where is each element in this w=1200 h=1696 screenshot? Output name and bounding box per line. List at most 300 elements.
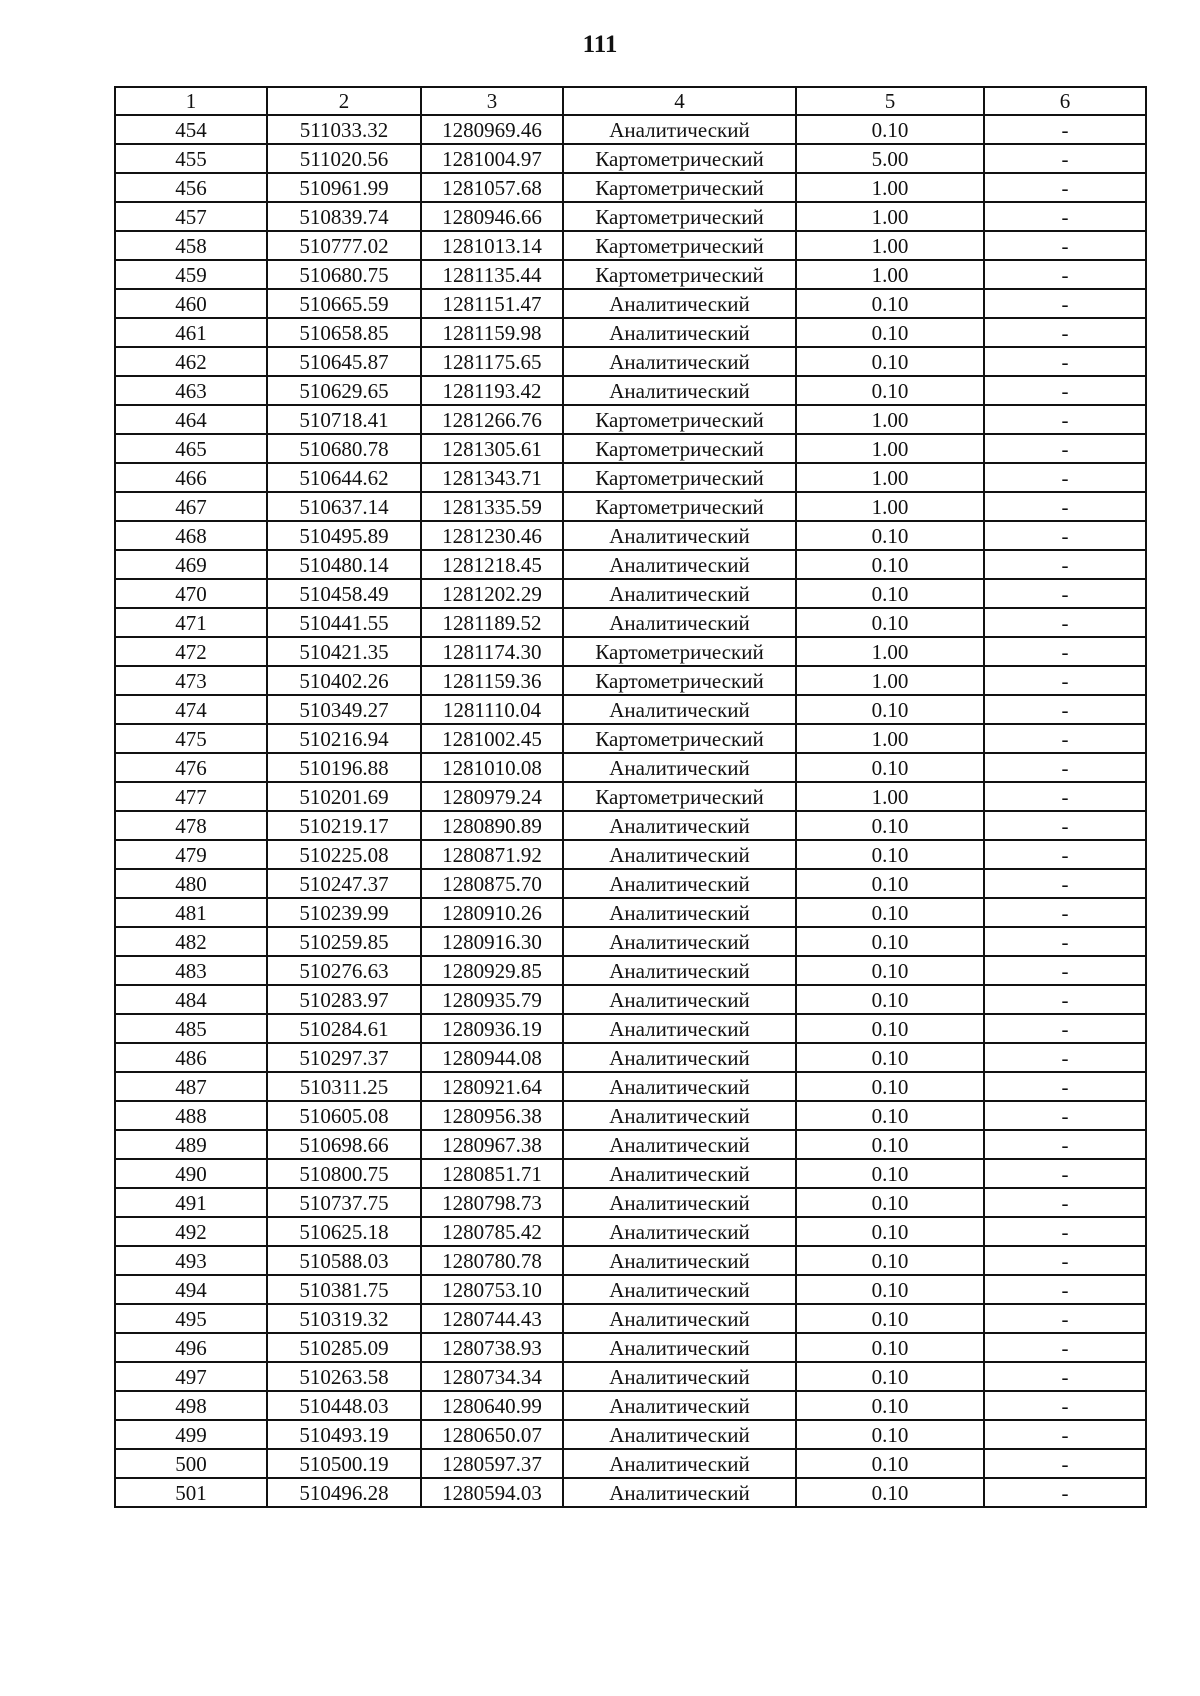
column-header-4: 4 — [563, 87, 796, 115]
table-row — [115, 1159, 1146, 1188]
x-coordinate-cell: 510239.99 — [267, 898, 421, 927]
method-cell: Аналитический — [563, 1478, 796, 1507]
y-coordinate-cell: 1280944.08 — [421, 1043, 563, 1072]
point-number-cell: 479 — [115, 840, 267, 869]
x-coordinate-cell: 510629.65 — [267, 376, 421, 405]
x-coordinate-cell: 510645.87 — [267, 347, 421, 376]
note-cell: - — [984, 1130, 1146, 1159]
note-cell: - — [984, 1449, 1146, 1478]
x-coordinate-cell: 510737.75 — [267, 1188, 421, 1217]
point-number-cell: 501 — [115, 1478, 267, 1507]
y-coordinate-cell: 1281230.46 — [421, 521, 563, 550]
note-cell: - — [984, 1333, 1146, 1362]
y-coordinate-cell: 1280594.03 — [421, 1478, 563, 1507]
note-cell: - — [984, 579, 1146, 608]
accuracy-cell: 0.10 — [796, 1275, 984, 1304]
point-number-cell: 477 — [115, 782, 267, 811]
y-coordinate-cell: 1281151.47 — [421, 289, 563, 318]
note-cell: - — [984, 666, 1146, 695]
column-header-1: 1 — [115, 87, 267, 115]
x-coordinate-cell: 510777.02 — [267, 231, 421, 260]
point-number-cell: 459 — [115, 260, 267, 289]
column-header-5: 5 — [796, 87, 984, 115]
accuracy-cell: 0.10 — [796, 1304, 984, 1333]
point-number-cell: 456 — [115, 173, 267, 202]
table-row — [115, 434, 1146, 463]
accuracy-cell: 1.00 — [796, 724, 984, 753]
point-number-cell: 482 — [115, 927, 267, 956]
accuracy-cell: 0.10 — [796, 840, 984, 869]
point-number-cell: 458 — [115, 231, 267, 260]
note-cell: - — [984, 521, 1146, 550]
accuracy-cell: 1.00 — [796, 434, 984, 463]
method-cell: Аналитический — [563, 1101, 796, 1130]
point-number-cell: 483 — [115, 956, 267, 985]
y-coordinate-cell: 1281174.30 — [421, 637, 563, 666]
x-coordinate-cell: 510297.37 — [267, 1043, 421, 1072]
y-coordinate-cell: 1281193.42 — [421, 376, 563, 405]
note-cell: - — [984, 260, 1146, 289]
x-coordinate-cell: 510644.62 — [267, 463, 421, 492]
point-number-cell: 499 — [115, 1420, 267, 1449]
accuracy-cell: 0.10 — [796, 550, 984, 579]
table-row — [115, 1478, 1146, 1507]
accuracy-cell: 1.00 — [796, 260, 984, 289]
y-coordinate-cell: 1281110.04 — [421, 695, 563, 724]
table-row — [115, 724, 1146, 753]
y-coordinate-cell: 1281305.61 — [421, 434, 563, 463]
point-number-cell: 495 — [115, 1304, 267, 1333]
x-coordinate-cell: 510680.75 — [267, 260, 421, 289]
y-coordinate-cell: 1281004.97 — [421, 144, 563, 173]
accuracy-cell: 0.10 — [796, 347, 984, 376]
accuracy-cell: 5.00 — [796, 144, 984, 173]
table-row — [115, 898, 1146, 927]
method-cell: Аналитический — [563, 550, 796, 579]
point-number-cell: 494 — [115, 1275, 267, 1304]
point-number-cell: 474 — [115, 695, 267, 724]
point-number-cell: 464 — [115, 405, 267, 434]
table-row — [115, 579, 1146, 608]
point-number-cell: 469 — [115, 550, 267, 579]
accuracy-cell: 0.10 — [796, 811, 984, 840]
x-coordinate-cell: 510319.32 — [267, 1304, 421, 1333]
table-row — [115, 1420, 1146, 1449]
method-cell: Аналитический — [563, 318, 796, 347]
point-number-cell: 491 — [115, 1188, 267, 1217]
accuracy-cell: 0.10 — [796, 608, 984, 637]
accuracy-cell: 0.10 — [796, 579, 984, 608]
table-row — [115, 608, 1146, 637]
point-number-cell: 476 — [115, 753, 267, 782]
accuracy-cell: 1.00 — [796, 666, 984, 695]
point-number-cell: 475 — [115, 724, 267, 753]
accuracy-cell: 0.10 — [796, 289, 984, 318]
accuracy-cell: 1.00 — [796, 405, 984, 434]
accuracy-cell: 0.10 — [796, 927, 984, 956]
x-coordinate-cell: 510283.97 — [267, 985, 421, 1014]
method-cell: Аналитический — [563, 521, 796, 550]
table-row — [115, 1275, 1146, 1304]
point-number-cell: 488 — [115, 1101, 267, 1130]
table-row — [115, 1014, 1146, 1043]
table-row — [115, 521, 1146, 550]
point-number-cell: 466 — [115, 463, 267, 492]
point-number-cell: 487 — [115, 1072, 267, 1101]
method-cell: Аналитический — [563, 1362, 796, 1391]
y-coordinate-cell: 1280785.42 — [421, 1217, 563, 1246]
table-row — [115, 956, 1146, 985]
y-coordinate-cell: 1281013.14 — [421, 231, 563, 260]
y-coordinate-cell: 1280650.07 — [421, 1420, 563, 1449]
accuracy-cell: 1.00 — [796, 782, 984, 811]
method-cell: Картометрический — [563, 405, 796, 434]
accuracy-cell: 0.10 — [796, 1072, 984, 1101]
x-coordinate-cell: 510496.28 — [267, 1478, 421, 1507]
y-coordinate-cell: 1280910.26 — [421, 898, 563, 927]
method-cell: Аналитический — [563, 1043, 796, 1072]
x-coordinate-cell: 510219.17 — [267, 811, 421, 840]
table-row — [115, 347, 1146, 376]
point-number-cell: 463 — [115, 376, 267, 405]
y-coordinate-cell: 1280979.24 — [421, 782, 563, 811]
x-coordinate-cell: 510311.25 — [267, 1072, 421, 1101]
note-cell: - — [984, 1014, 1146, 1043]
accuracy-cell: 0.10 — [796, 1333, 984, 1362]
note-cell: - — [984, 695, 1146, 724]
note-cell: - — [984, 811, 1146, 840]
point-number-cell: 496 — [115, 1333, 267, 1362]
x-coordinate-cell: 510718.41 — [267, 405, 421, 434]
note-cell: - — [984, 985, 1146, 1014]
point-number-cell: 454 — [115, 115, 267, 144]
accuracy-cell: 0.10 — [796, 898, 984, 927]
method-cell: Аналитический — [563, 811, 796, 840]
y-coordinate-cell: 1280875.70 — [421, 869, 563, 898]
x-coordinate-cell: 510421.35 — [267, 637, 421, 666]
x-coordinate-cell: 510216.94 — [267, 724, 421, 753]
y-coordinate-cell: 1281159.98 — [421, 318, 563, 347]
method-cell: Аналитический — [563, 289, 796, 318]
x-coordinate-cell: 510285.09 — [267, 1333, 421, 1362]
x-coordinate-cell: 511020.56 — [267, 144, 421, 173]
y-coordinate-cell: 1280780.78 — [421, 1246, 563, 1275]
point-number-cell: 485 — [115, 1014, 267, 1043]
note-cell: - — [984, 637, 1146, 666]
note-cell: - — [984, 753, 1146, 782]
x-coordinate-cell: 510800.75 — [267, 1159, 421, 1188]
accuracy-cell: 1.00 — [796, 173, 984, 202]
accuracy-cell: 0.10 — [796, 869, 984, 898]
table-row — [115, 115, 1146, 144]
accuracy-cell: 0.10 — [796, 753, 984, 782]
method-cell: Картометрический — [563, 724, 796, 753]
accuracy-cell: 1.00 — [796, 637, 984, 666]
method-cell: Аналитический — [563, 1188, 796, 1217]
accuracy-cell: 0.10 — [796, 1217, 984, 1246]
x-coordinate-cell: 510441.55 — [267, 608, 421, 637]
method-cell: Аналитический — [563, 1304, 796, 1333]
point-number-cell: 484 — [115, 985, 267, 1014]
x-coordinate-cell: 510625.18 — [267, 1217, 421, 1246]
table-row — [115, 202, 1146, 231]
point-number-cell: 460 — [115, 289, 267, 318]
y-coordinate-cell: 1280946.66 — [421, 202, 563, 231]
point-number-cell: 471 — [115, 608, 267, 637]
table-row — [115, 1072, 1146, 1101]
y-coordinate-cell: 1280597.37 — [421, 1449, 563, 1478]
table-row — [115, 1333, 1146, 1362]
y-coordinate-cell: 1281266.76 — [421, 405, 563, 434]
method-cell: Аналитический — [563, 1275, 796, 1304]
y-coordinate-cell: 1281202.29 — [421, 579, 563, 608]
note-cell: - — [984, 724, 1146, 753]
table-row — [115, 144, 1146, 173]
accuracy-cell: 0.10 — [796, 318, 984, 347]
coordinates-table — [114, 86, 1147, 1508]
method-cell: Аналитический — [563, 1246, 796, 1275]
accuracy-cell: 0.10 — [796, 1362, 984, 1391]
table-row — [115, 985, 1146, 1014]
x-coordinate-cell: 510961.99 — [267, 173, 421, 202]
note-cell: - — [984, 434, 1146, 463]
accuracy-cell: 0.10 — [796, 1246, 984, 1275]
table-row — [115, 1246, 1146, 1275]
note-cell: - — [984, 289, 1146, 318]
x-coordinate-cell: 510196.88 — [267, 753, 421, 782]
method-cell: Аналитический — [563, 695, 796, 724]
x-coordinate-cell: 510276.63 — [267, 956, 421, 985]
method-cell: Аналитический — [563, 579, 796, 608]
column-header-3: 3 — [421, 87, 563, 115]
page-number: 111 — [582, 31, 618, 58]
table-row — [115, 1217, 1146, 1246]
x-coordinate-cell: 510247.37 — [267, 869, 421, 898]
table-row — [115, 1101, 1146, 1130]
method-cell: Аналитический — [563, 927, 796, 956]
y-coordinate-cell: 1281135.44 — [421, 260, 563, 289]
table-row — [115, 231, 1146, 260]
table-row — [115, 840, 1146, 869]
y-coordinate-cell: 1280935.79 — [421, 985, 563, 1014]
note-cell: - — [984, 1246, 1146, 1275]
point-number-cell: 472 — [115, 637, 267, 666]
method-cell: Аналитический — [563, 985, 796, 1014]
y-coordinate-cell: 1281343.71 — [421, 463, 563, 492]
method-cell: Аналитический — [563, 347, 796, 376]
x-coordinate-cell: 510259.85 — [267, 927, 421, 956]
column-header-2: 2 — [267, 87, 421, 115]
table-row — [115, 463, 1146, 492]
accuracy-cell: 0.10 — [796, 985, 984, 1014]
accuracy-cell: 1.00 — [796, 463, 984, 492]
method-cell: Картометрический — [563, 231, 796, 260]
note-cell: - — [984, 405, 1146, 434]
method-cell: Аналитический — [563, 1159, 796, 1188]
accuracy-cell: 0.10 — [796, 1420, 984, 1449]
x-coordinate-cell: 510839.74 — [267, 202, 421, 231]
accuracy-cell: 0.10 — [796, 521, 984, 550]
point-number-cell: 486 — [115, 1043, 267, 1072]
method-cell: Картометрический — [563, 202, 796, 231]
table-row — [115, 753, 1146, 782]
method-cell: Аналитический — [563, 1449, 796, 1478]
accuracy-cell: 0.10 — [796, 695, 984, 724]
accuracy-cell: 0.10 — [796, 1043, 984, 1072]
note-cell: - — [984, 550, 1146, 579]
accuracy-cell: 0.10 — [796, 376, 984, 405]
point-number-cell: 467 — [115, 492, 267, 521]
x-coordinate-cell: 510495.89 — [267, 521, 421, 550]
method-cell: Картометрический — [563, 492, 796, 521]
x-coordinate-cell: 510448.03 — [267, 1391, 421, 1420]
note-cell: - — [984, 318, 1146, 347]
method-cell: Аналитический — [563, 115, 796, 144]
x-coordinate-cell: 510349.27 — [267, 695, 421, 724]
note-cell: - — [984, 956, 1146, 985]
point-number-cell: 470 — [115, 579, 267, 608]
note-cell: - — [984, 1159, 1146, 1188]
table-row — [115, 260, 1146, 289]
method-cell: Картометрический — [563, 666, 796, 695]
method-cell: Аналитический — [563, 1420, 796, 1449]
note-cell: - — [984, 115, 1146, 144]
point-number-cell: 498 — [115, 1391, 267, 1420]
note-cell: - — [984, 898, 1146, 927]
table-row — [115, 1188, 1146, 1217]
y-coordinate-cell: 1280640.99 — [421, 1391, 563, 1420]
x-coordinate-cell: 510658.85 — [267, 318, 421, 347]
y-coordinate-cell: 1281057.68 — [421, 173, 563, 202]
method-cell: Аналитический — [563, 840, 796, 869]
method-cell: Картометрический — [563, 434, 796, 463]
method-cell: Картометрический — [563, 173, 796, 202]
point-number-cell: 490 — [115, 1159, 267, 1188]
y-coordinate-cell: 1281335.59 — [421, 492, 563, 521]
table-row — [115, 1304, 1146, 1333]
accuracy-cell: 0.10 — [796, 1014, 984, 1043]
point-number-cell: 457 — [115, 202, 267, 231]
table-row — [115, 869, 1146, 898]
table-row — [115, 811, 1146, 840]
y-coordinate-cell: 1281010.08 — [421, 753, 563, 782]
table-row — [115, 695, 1146, 724]
x-coordinate-cell: 510402.26 — [267, 666, 421, 695]
point-number-cell: 497 — [115, 1362, 267, 1391]
table-row — [115, 666, 1146, 695]
table-row — [115, 782, 1146, 811]
accuracy-cell: 1.00 — [796, 202, 984, 231]
x-coordinate-cell: 510698.66 — [267, 1130, 421, 1159]
y-coordinate-cell: 1280753.10 — [421, 1275, 563, 1304]
table-row — [115, 1043, 1146, 1072]
note-cell: - — [984, 1362, 1146, 1391]
note-cell: - — [984, 840, 1146, 869]
method-cell: Картометрический — [563, 144, 796, 173]
table-row — [115, 318, 1146, 347]
accuracy-cell: 0.10 — [796, 115, 984, 144]
method-cell: Аналитический — [563, 376, 796, 405]
y-coordinate-cell: 1280967.38 — [421, 1130, 563, 1159]
y-coordinate-cell: 1280936.19 — [421, 1014, 563, 1043]
accuracy-cell: 1.00 — [796, 231, 984, 260]
method-cell: Картометрический — [563, 260, 796, 289]
accuracy-cell: 1.00 — [796, 492, 984, 521]
y-coordinate-cell: 1281159.36 — [421, 666, 563, 695]
y-coordinate-cell: 1280738.93 — [421, 1333, 563, 1362]
table-header — [115, 87, 1146, 115]
x-coordinate-cell: 510480.14 — [267, 550, 421, 579]
accuracy-cell: 0.10 — [796, 1449, 984, 1478]
point-number-cell: 455 — [115, 144, 267, 173]
note-cell: - — [984, 202, 1146, 231]
table-row — [115, 492, 1146, 521]
note-cell: - — [984, 1043, 1146, 1072]
y-coordinate-cell: 1281175.65 — [421, 347, 563, 376]
point-number-cell: 492 — [115, 1217, 267, 1246]
method-cell: Аналитический — [563, 898, 796, 927]
x-coordinate-cell: 510201.69 — [267, 782, 421, 811]
accuracy-cell: 0.10 — [796, 1188, 984, 1217]
point-number-cell: 493 — [115, 1246, 267, 1275]
note-cell: - — [984, 376, 1146, 405]
table-row — [115, 173, 1146, 202]
method-cell: Аналитический — [563, 956, 796, 985]
accuracy-cell: 0.10 — [796, 1478, 984, 1507]
y-coordinate-cell: 1280798.73 — [421, 1188, 563, 1217]
method-cell: Картометрический — [563, 463, 796, 492]
note-cell: - — [984, 463, 1146, 492]
note-cell: - — [984, 1217, 1146, 1246]
method-cell: Аналитический — [563, 1391, 796, 1420]
point-number-cell: 489 — [115, 1130, 267, 1159]
x-coordinate-cell: 511033.32 — [267, 115, 421, 144]
note-cell: - — [984, 927, 1146, 956]
note-cell: - — [984, 173, 1146, 202]
note-cell: - — [984, 1420, 1146, 1449]
note-cell: - — [984, 869, 1146, 898]
column-header-6: 6 — [984, 87, 1146, 115]
x-coordinate-cell: 510588.03 — [267, 1246, 421, 1275]
method-cell: Аналитический — [563, 1014, 796, 1043]
y-coordinate-cell: 1280890.89 — [421, 811, 563, 840]
table-row — [115, 550, 1146, 579]
method-cell: Аналитический — [563, 1217, 796, 1246]
table-body — [115, 115, 1146, 1507]
x-coordinate-cell: 510493.19 — [267, 1420, 421, 1449]
y-coordinate-cell: 1281189.52 — [421, 608, 563, 637]
note-cell: - — [984, 144, 1146, 173]
method-cell: Аналитический — [563, 1333, 796, 1362]
x-coordinate-cell: 510381.75 — [267, 1275, 421, 1304]
note-cell: - — [984, 1072, 1146, 1101]
y-coordinate-cell: 1281002.45 — [421, 724, 563, 753]
header-row — [115, 87, 1146, 115]
accuracy-cell: 0.10 — [796, 1391, 984, 1420]
y-coordinate-cell: 1280851.71 — [421, 1159, 563, 1188]
table-row — [115, 405, 1146, 434]
y-coordinate-cell: 1280734.34 — [421, 1362, 563, 1391]
y-coordinate-cell: 1280744.43 — [421, 1304, 563, 1333]
x-coordinate-cell: 510500.19 — [267, 1449, 421, 1478]
point-number-cell: 481 — [115, 898, 267, 927]
accuracy-cell: 0.10 — [796, 1130, 984, 1159]
note-cell: - — [984, 492, 1146, 521]
method-cell: Аналитический — [563, 753, 796, 782]
point-number-cell: 461 — [115, 318, 267, 347]
point-number-cell: 465 — [115, 434, 267, 463]
accuracy-cell: 0.10 — [796, 1159, 984, 1188]
